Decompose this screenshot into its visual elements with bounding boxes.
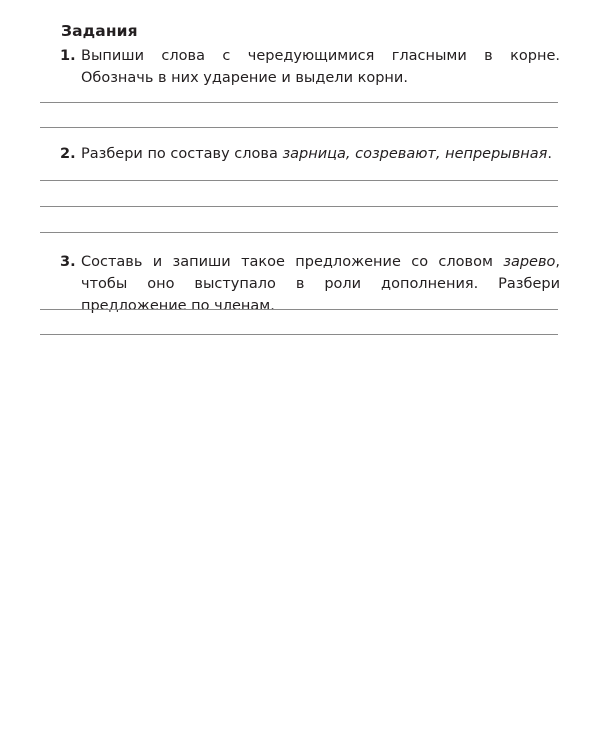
task-2-text-part-1: Разбери по составу слова bbox=[81, 146, 283, 162]
answer-line[interactable] bbox=[40, 180, 558, 181]
answer-line[interactable] bbox=[40, 102, 558, 103]
answer-line[interactable] bbox=[40, 334, 558, 335]
task-1-number: 1. bbox=[60, 48, 76, 64]
task-3-text-part-3: , чтобы оно выступало в роли дополнения. Разбери предложение по членам. bbox=[81, 254, 560, 314]
answer-line[interactable] bbox=[40, 309, 558, 310]
task-2-italic-words: зарница, созревают, непрерывная bbox=[282, 146, 548, 162]
task-3-text bbox=[81, 251, 560, 317]
task-2-text bbox=[81, 143, 560, 165]
task-2-text-part-3: . bbox=[547, 146, 552, 162]
task-3-italic-word: зарево bbox=[503, 254, 556, 270]
task-1-text bbox=[81, 45, 560, 89]
task-2-number: 2. bbox=[60, 146, 76, 162]
task-1-text-part-1: Выпиши слова с чередующимися гласными в корне. Обозначь в них ударение и выдели корни. bbox=[81, 48, 560, 86]
answer-line[interactable] bbox=[40, 206, 558, 207]
task-3-number: 3. bbox=[60, 254, 76, 270]
section-heading: Задания bbox=[61, 22, 138, 40]
answer-line[interactable] bbox=[40, 127, 558, 128]
task-3-text-part-1: Составь и запиши такое предложение со словом bbox=[81, 254, 504, 270]
answer-line[interactable] bbox=[40, 232, 558, 233]
